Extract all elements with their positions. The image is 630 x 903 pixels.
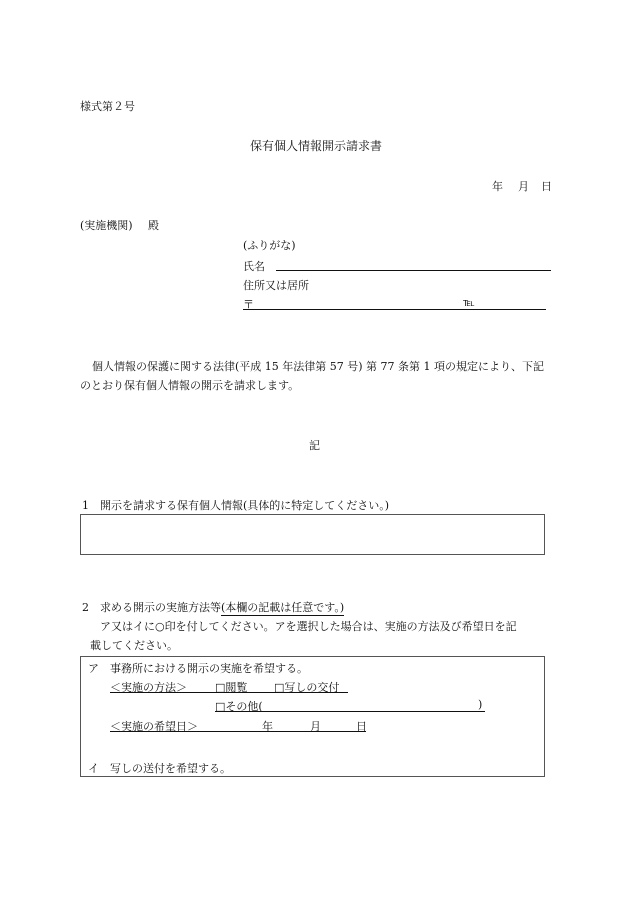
method-other-field[interactable] [215, 711, 485, 712]
document-title: 保有個人情報開示請求書 [250, 139, 383, 153]
section2-heading [82, 599, 344, 615]
preferred-year: 年 [262, 720, 273, 733]
method-copy-checkbox[interactable]: □写しの交付 [274, 681, 340, 694]
recipient-honorific: 殿 [148, 219, 159, 232]
section2-heading-note: (本欄の記載は任意です。) [221, 601, 345, 614]
preferred-day: 日 [356, 720, 367, 733]
section2-heading-prefix: 2 求める開示の実施方法等 [82, 601, 221, 614]
recipient-agency: (実施機関) [80, 219, 133, 232]
date-field[interactable] [110, 731, 366, 732]
name-label: 氏名 [243, 260, 265, 273]
body-text-line1: 個人情報の保護に関する法律(平成 15 年法律第 57 号) 第 77 条第 1 項の規定により、下記 [92, 360, 545, 373]
date-year: 年 [492, 180, 503, 193]
form-number: 様式第２号 [80, 100, 135, 113]
method-view-checkbox[interactable]: □閲覧 [215, 681, 248, 694]
postal-mark: 〒 [243, 298, 254, 311]
method-label: ＜実施の方法＞ [110, 681, 187, 694]
date-label: ＜実施の希望日＞ [110, 720, 198, 733]
date-month: 月 [518, 180, 529, 193]
name-field[interactable] [276, 270, 551, 271]
date-day: 日 [541, 180, 552, 193]
option-b-label[interactable]: イ 写しの送付を希望する。 [88, 762, 231, 775]
method-other-close: ) [478, 698, 483, 711]
section2-instruction-line2: 載してください。 [90, 639, 178, 652]
option-a-label[interactable]: ア 事務所における開示の実施を希望する。 [88, 662, 308, 675]
section1-input-box[interactable] [80, 514, 545, 555]
method-other-checkbox[interactable]: □その他( [215, 700, 263, 713]
section2-instruction-line1: ア又はイに○印を付してください。アを選択した場合は、実施の方法及び希望日を記 [100, 620, 517, 633]
preferred-month: 月 [310, 720, 321, 733]
body-text-line2: のとおり保有個人情報の開示を請求します。 [80, 379, 300, 392]
tel-mark: ℡ [463, 296, 475, 309]
ki-heading: 記 [309, 439, 320, 452]
address-field[interactable] [243, 309, 546, 310]
section1-heading: 1 開示を請求する保有個人情報(具体的に特定してください。) [82, 499, 390, 512]
furigana-label: (ふりがな) [243, 239, 296, 252]
address-label: 住所又は居所 [243, 279, 309, 292]
